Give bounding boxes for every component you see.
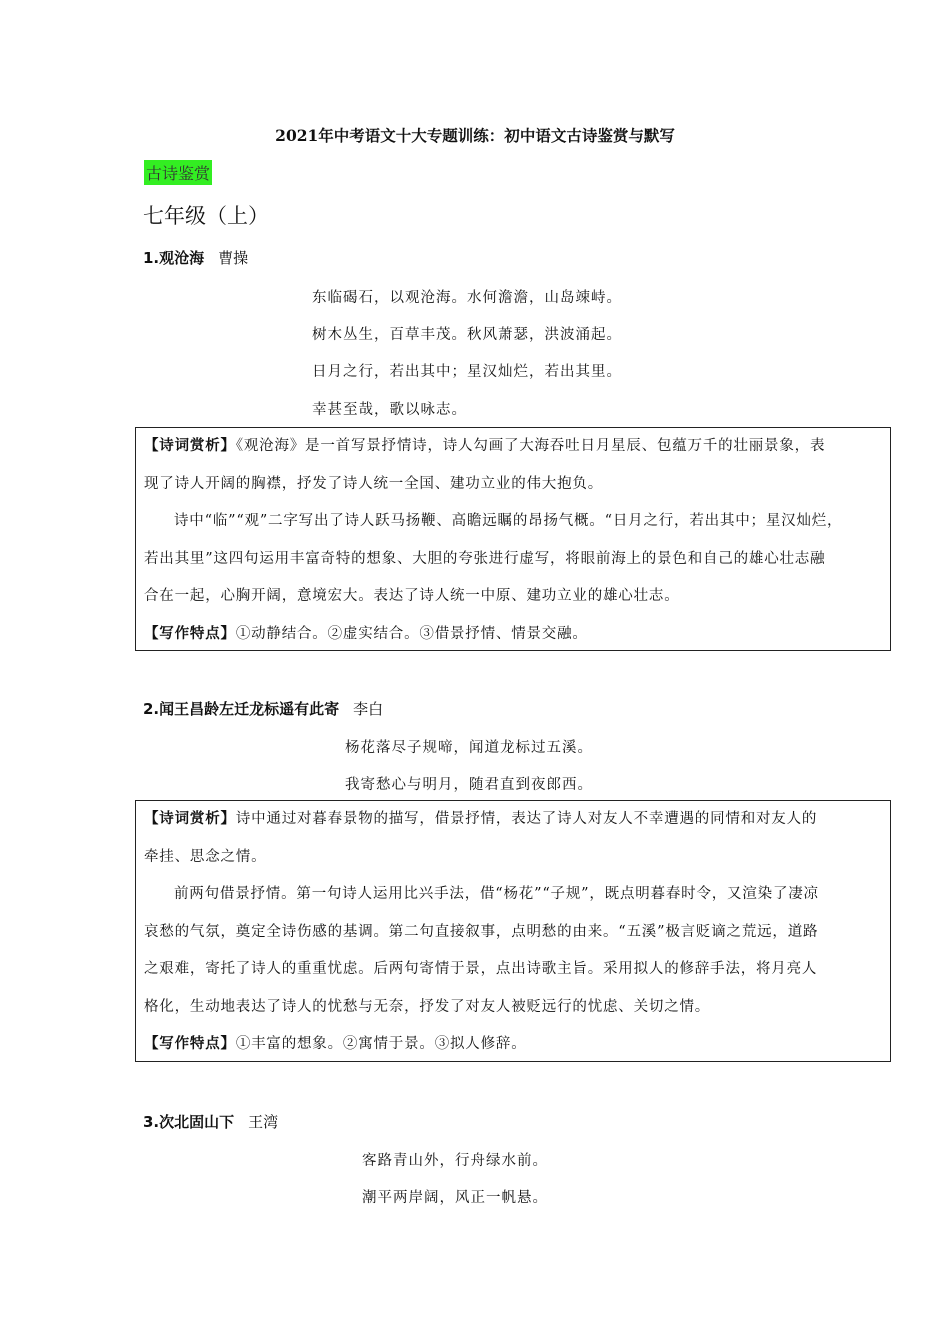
analysis-line: 之艰难，寄托了诗人的重重忧虑。后两句寄情于景，点出诗歌主旨。采用拟人的修辞手法，将月亮人 xyxy=(144,961,818,977)
analysis-label: 【诗词赏析】 xyxy=(144,811,236,827)
grade-heading: 七年级（上） xyxy=(143,204,269,228)
poem-author: 王湾 xyxy=(248,1113,279,1131)
document-title: 2021年中考语文十大专题训练：初中语文古诗鉴赏与默写 xyxy=(275,126,675,145)
poem-line: 我寄愁心与明月，随君直到夜郎西。 xyxy=(345,777,593,793)
analysis-line xyxy=(144,801,882,839)
poem-author: 李白 xyxy=(353,700,384,718)
analysis-line: 合在一起，心胸开阔，意境宏大。表达了诗人统一中原、建功立业的雄心壮志。 xyxy=(144,588,680,604)
poem-line: 日月之行，若出其中；星汉灿烂，若出其里。 xyxy=(312,364,622,380)
poem-title xyxy=(143,1111,278,1132)
poem-title xyxy=(143,698,383,719)
analysis-line: 哀愁的气氛，奠定全诗伤感的基调。第二句直接叙事，点明愁的由来。“五溪”极言贬谪之荒远，道路 xyxy=(144,923,819,940)
features-line xyxy=(144,1026,882,1064)
features-text: ①丰富的想象。②寓情于景。③拟人修辞。 xyxy=(235,1036,527,1052)
analysis-line: 前两句借景抒情。第一句诗人运用比兴手法，借“杨花”“子规”，既点明暮春时令，又渲染了凄凉 xyxy=(174,886,819,902)
analysis-text: 《观沧海》是一首写景抒情诗，诗人勾画了大海吞吐日月星辰、包蕴万千的壮丽景象，表 xyxy=(235,438,826,454)
analysis-line: 现了诗人开阔的胸襟，抒发了诗人统一全国、建功立业的伟大抱负。 xyxy=(144,475,603,492)
poem-name: 1.观沧海 xyxy=(143,249,205,267)
poem-name: 2.闻王昌龄左迁龙标遥有此寄 xyxy=(143,700,340,718)
analysis-box xyxy=(135,427,891,651)
analysis-line: 格化，生动地表达了诗人的忧愁与无奈，抒发了对友人被贬远行的忧虑、关切之情。 xyxy=(144,998,711,1015)
poem-line: 客路青山外，行舟绿水前。 xyxy=(362,1153,548,1169)
poem-line: 东临碣石，以观沧海。水何澹澹，山岛竦峙。 xyxy=(312,290,622,306)
features-line xyxy=(144,616,882,654)
poem-line: 潮平两岸阔，风正一帆悬。 xyxy=(362,1190,548,1206)
analysis-label: 【诗词赏析】 xyxy=(144,438,236,454)
section-tag: 古诗鉴赏 xyxy=(144,160,212,185)
poem-author: 曹操 xyxy=(218,249,249,267)
analysis-line: 诗中“临”“观”二字写出了诗人跃马扬鞭、高瞻远瞩的昂扬气概。“日月之行，若出其中；星汉灿烂， xyxy=(174,513,843,529)
features-text: ①动静结合。②虚实结合。③借景抒情、情景交融。 xyxy=(235,625,588,642)
features-label: 【写作特点】 xyxy=(144,1036,236,1052)
analysis-text: 诗中通过对暮春景物的描写，借景抒情，表达了诗人对友人不幸遭遇的同情和对友人的 xyxy=(235,811,818,827)
poem-line: 杨花落尽子规啼，闻道龙标过五溪。 xyxy=(345,740,593,756)
poem-line: 树木丛生，百草丰茂。秋风萧瑟，洪波涌起。 xyxy=(312,327,622,343)
features-label: 【写作特点】 xyxy=(144,625,236,642)
analysis-box xyxy=(135,800,891,1062)
poem-name: 3.次北固山下 xyxy=(143,1113,235,1131)
analysis-line: 若出其里”这四句运用丰富奇特的想象、大胆的夸张进行虚写，将眼前海上的景色和自己的雄心壮志融 xyxy=(144,550,826,567)
analysis-line xyxy=(144,428,882,466)
poem-line: 幸甚至哉，歌以咏志。 xyxy=(312,402,467,418)
analysis-line: 牵挂、思念之情。 xyxy=(144,848,267,865)
poem-title xyxy=(143,247,248,268)
